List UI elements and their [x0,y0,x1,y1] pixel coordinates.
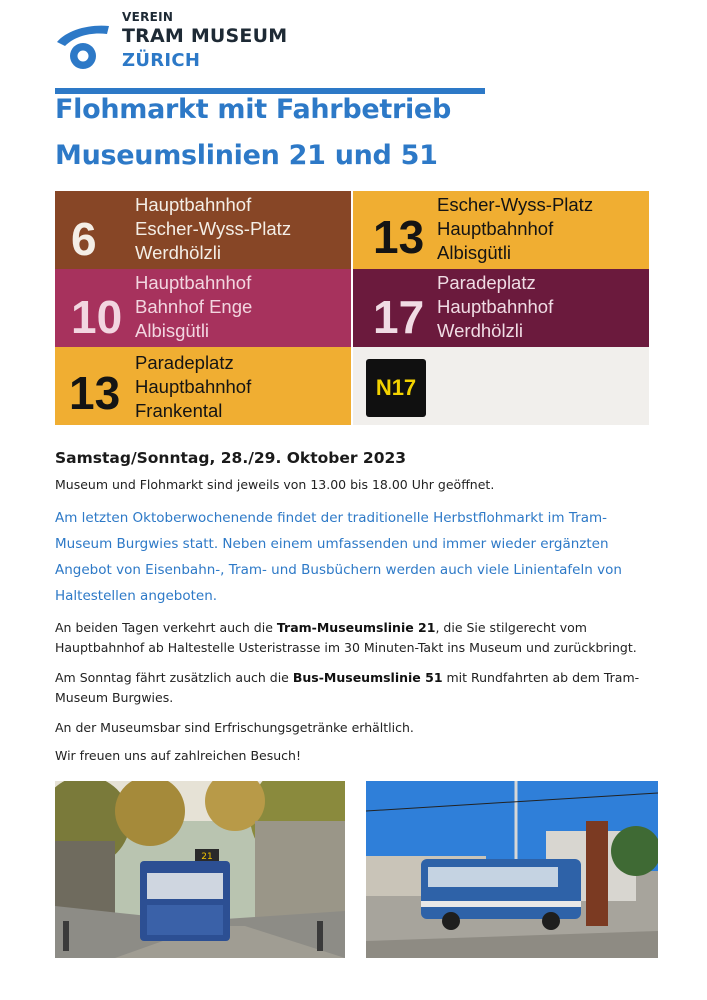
stop-name: Werdhölzli [135,242,222,263]
stop-name: Escher-Wyss-Platz [437,194,594,215]
page-subtitle: Museumslinien 21 und 51 [55,140,438,171]
stop-name: Werdhölzli [437,320,524,341]
line-21-name: Tram-Museumslinie 21 [276,620,436,635]
line-number: 13 [373,211,425,263]
logo-title-text: TRAM MUSEUM [122,25,288,47]
bus-photo [366,781,658,958]
line-51-paragraph: Am Sonntag fährt zusätzlich auch die Bus-Museumslinie 51 mit Rundfahrten ab dem Tram-Museum Burgwies. [55,670,640,705]
stop-name: Frankental [135,400,223,421]
stop-name: Paradeplatz [135,352,234,373]
line-sign-10 [55,269,351,347]
line-sign-17 [353,269,649,347]
stop-name: Paradeplatz [437,272,536,293]
stop-name: Hauptbahnhof [135,194,252,215]
stop-name: Hauptbahnhof [437,296,554,317]
stop-name: Hauptbahnhof [437,218,554,239]
line-number: 10 [71,291,123,343]
opening-hours: Museum und Flohmarkt sind jeweils von 13.00 bis 18.00 Uhr geöffnet. [55,477,495,492]
intro-paragraph: Am letzten Oktoberwochenende findet der traditionelle Herbstflohmarkt im Tram-Museum Burgwies statt. Neben einem umfassenden und immer wieder ergänzten Angebot von Eisenbahn-, Tram- und Busbüchern werden auch viele Linientafeln von Haltestellen angeboten. [55,510,622,604]
line-sign-13 [353,191,649,269]
line-sign-6 [55,191,351,269]
stop-name: Hauptbahnhof [135,272,252,293]
line-21-paragraph: An beiden Tagen verkehrt auch die Tram-Museumslinie 21, die Sie stilgerecht vom Hauptbahnhof ab Haltestelle Usteristrasse im 30 Minuten-Takt ins Museum und zurückbringt. [55,620,637,655]
page-title: Flohmarkt mit Fahrbetrieb [55,94,451,125]
stop-name: Albisgütli [135,320,210,341]
closing-paragraph: Wir freuen uns auf zahlreichen Besuch! [55,748,301,763]
line-sign-13-frankental [55,347,351,425]
line-number: 17 [373,291,425,343]
stop-name: Albisgütli [437,242,512,263]
bar-paragraph: An der Museumsbar sind Erfrischungsgetränke erhältlich. [55,720,414,735]
line-number: 13 [69,367,121,419]
event-date: Samstag/Sonntag, 28./29. Oktober 2023 [55,449,407,467]
line-51-name: Bus-Museumslinie 51 [292,670,443,685]
stop-name: Hauptbahnhof [135,376,252,397]
stop-name: Escher-Wyss-Platz [135,218,292,239]
tram-route-sign: 21 [201,852,213,862]
logo-city-text: ZÜRICH [122,50,201,71]
line-sign-n17 [353,347,649,425]
stop-name: Bahnhof Enge [135,296,253,317]
tram-museum-logo-icon [55,20,111,72]
night-line-badge: N17 [366,359,426,417]
tram-photo [55,781,345,958]
line-number: 6 [71,213,97,265]
logo-verein-text: VEREIN [122,10,174,24]
